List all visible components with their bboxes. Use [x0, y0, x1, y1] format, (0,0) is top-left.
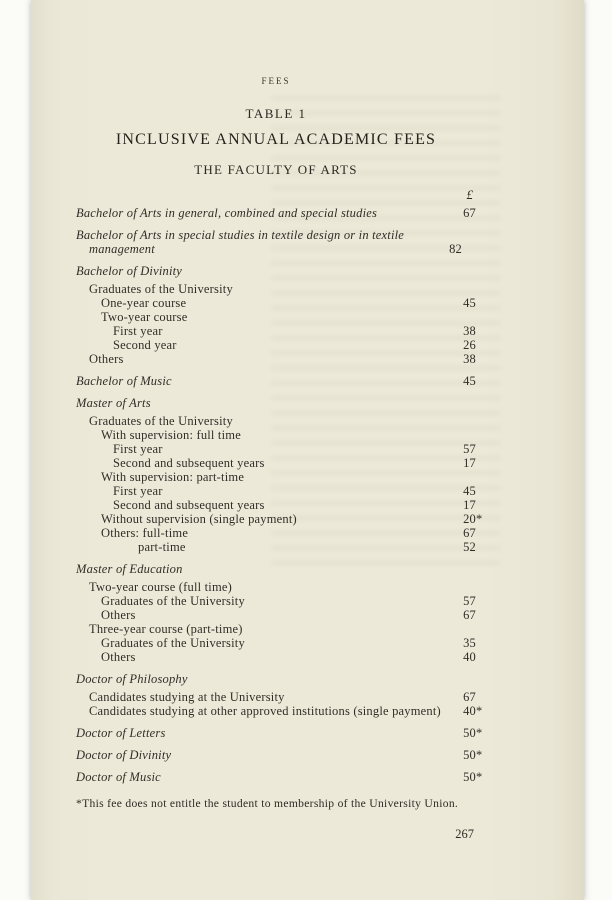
fee-row — [76, 396, 476, 410]
fee-row-amount — [442, 636, 476, 650]
fee-row-amount — [442, 540, 476, 554]
fee-amount-number: 38 — [463, 352, 476, 366]
fee-row-label: Graduates of the University — [89, 282, 233, 296]
fee-row-amount — [442, 498, 476, 512]
fee-row-label: part-time — [138, 540, 186, 554]
fee-row-amount — [442, 352, 476, 366]
fee-row-label: Others — [89, 352, 124, 366]
fee-amount-number: 50 — [463, 748, 476, 762]
fee-row — [76, 228, 476, 256]
fee-row — [76, 622, 476, 636]
fee-row-label: Master of Education — [76, 562, 183, 576]
fee-row — [76, 414, 476, 428]
fee-row-label: Candidates studying at other approved institutions (single payment) — [89, 704, 441, 718]
fee-row — [76, 282, 476, 296]
fee-row — [76, 442, 476, 456]
fee-row-amount — [442, 374, 476, 388]
fee-row-label: First year — [113, 442, 163, 456]
fee-row-amount — [442, 608, 476, 622]
fee-row-label: Candidates studying at the University — [89, 690, 285, 704]
footnote: *This fee does not entitle the student to membership of the University Union. — [76, 797, 459, 810]
fee-row — [76, 428, 476, 442]
fee-row — [76, 526, 476, 540]
fee-amount-number: 57 — [463, 442, 476, 456]
fee-row-amount — [442, 690, 476, 704]
fee-amount-number: 82 — [449, 242, 462, 256]
fee-row-amount — [442, 442, 476, 456]
fee-amount-number: 50 — [463, 770, 476, 784]
fee-row — [76, 690, 476, 704]
fee-row-amount — [442, 770, 483, 784]
fee-row-label: Second year — [113, 338, 177, 352]
fee-row-label: Three-year course (part-time) — [89, 622, 243, 636]
fee-row — [76, 470, 476, 484]
page-number: 267 — [455, 827, 474, 841]
fee-row-label: Graduates of the University — [101, 594, 245, 608]
fee-amount-number: 57 — [463, 594, 476, 608]
fee-row-label: Second and subsequent years — [113, 498, 265, 512]
fee-row — [76, 704, 483, 718]
fee-row — [76, 264, 476, 278]
fee-row-amount — [442, 704, 483, 718]
fee-row-label: Second and subsequent years — [113, 456, 265, 470]
fee-row-label: With supervision: part-time — [101, 470, 245, 484]
fee-row-amount — [442, 324, 476, 338]
fee-amount-number: 17 — [463, 498, 476, 512]
fee-row-amount — [442, 296, 476, 310]
fee-amount-number: 52 — [463, 540, 476, 554]
page-title: INCLUSIVE ANNUAL ACADEMIC FEES — [115, 131, 437, 148]
fee-row-label: Doctor of Music — [76, 770, 161, 784]
fee-row-label: Bachelor of Arts in general, combined and special studies — [76, 206, 378, 220]
fee-amount-number: 40 — [463, 650, 476, 664]
fee-row-label: Master of Arts — [76, 396, 151, 410]
fee-row — [76, 484, 476, 498]
fee-amount-number: 40 — [463, 704, 476, 718]
fee-asterisk-marker: * — [476, 726, 483, 740]
fee-row-amount — [442, 456, 476, 470]
fee-row-label: Graduates of the University — [89, 414, 233, 428]
fee-row-amount — [442, 726, 483, 740]
fee-row — [76, 352, 476, 366]
fee-amount-number: 67 — [463, 526, 476, 540]
fee-row — [76, 726, 483, 740]
fee-row-label: Bachelor of Divinity — [76, 264, 183, 278]
fee-amount-number: 67 — [463, 690, 476, 704]
currency-header-row — [76, 187, 476, 203]
fee-row — [76, 650, 476, 664]
fee-amount-number: 50 — [463, 726, 476, 740]
fee-row — [76, 310, 476, 324]
fee-row — [76, 338, 476, 352]
fee-row-label: Two-year course (full time) — [89, 580, 233, 594]
fee-amount-number: 38 — [463, 324, 476, 338]
fee-row-label: Without supervision (single payment) — [101, 512, 297, 526]
fee-row — [76, 636, 476, 650]
section-subtitle: THE FACULTY OF ARTS — [194, 162, 358, 177]
fee-row-amount — [442, 206, 476, 220]
fee-row — [76, 748, 483, 762]
fee-row — [76, 540, 476, 554]
fee-row — [76, 672, 476, 686]
fee-asterisk-marker: * — [476, 770, 483, 784]
fee-row — [76, 456, 476, 470]
fee-amount-number: 17 — [463, 456, 476, 470]
running-head: FEES — [261, 76, 291, 86]
table-label: TABLE 1 — [245, 106, 307, 121]
fee-amount-number: 26 — [463, 338, 476, 352]
fee-asterisk-marker: * — [476, 748, 483, 762]
fee-row — [76, 324, 476, 338]
fee-row — [76, 206, 476, 220]
fee-row-label: Doctor of Philosophy — [76, 672, 188, 686]
fee-row — [76, 374, 476, 388]
book-page — [31, 0, 584, 900]
page-content — [76, 0, 483, 900]
fee-amount-number: 45 — [463, 296, 476, 310]
fee-row — [76, 498, 476, 512]
fee-row-amount — [428, 242, 462, 256]
fee-row-amount — [442, 484, 476, 498]
fee-asterisk-marker: * — [476, 512, 483, 526]
fee-row-amount — [442, 650, 476, 664]
fee-table — [76, 206, 483, 784]
fee-row-label: Others — [101, 608, 136, 622]
fee-row-label: Two-year course — [101, 310, 188, 324]
fee-row-label: One-year course — [101, 296, 187, 310]
fee-row — [76, 296, 476, 310]
fee-row-label: Others — [101, 650, 136, 664]
fee-row-label: Bachelor of Music — [76, 374, 172, 388]
fee-row-amount — [442, 594, 476, 608]
currency-symbol-header: £ — [466, 187, 473, 202]
fee-row-label: Graduates of the University — [101, 636, 245, 650]
fee-row-label: First year — [113, 324, 163, 338]
fee-asterisk-marker: * — [476, 704, 483, 718]
fee-amount-number: 45 — [463, 484, 476, 498]
fee-amount-number: 45 — [463, 374, 476, 388]
fee-row-amount — [442, 338, 476, 352]
fee-amount-number: 35 — [463, 636, 476, 650]
fee-amount-number: 67 — [463, 608, 476, 622]
fee-row-label: Doctor of Letters — [76, 726, 166, 740]
fee-row — [76, 580, 476, 594]
fee-row — [76, 512, 483, 526]
fee-amount-number: 20 — [463, 512, 476, 526]
fee-row-label: Others: full-time — [101, 526, 189, 540]
fee-row-label: Doctor of Divinity — [76, 748, 172, 762]
fee-row — [76, 770, 483, 784]
fee-row — [76, 608, 476, 622]
fee-row — [76, 594, 476, 608]
fee-row-amount — [442, 512, 483, 526]
fee-row — [76, 562, 476, 576]
fee-amount-number: 67 — [463, 206, 476, 220]
fee-row-label: First year — [113, 484, 163, 498]
fee-row-amount — [442, 526, 476, 540]
fee-row-amount — [442, 748, 483, 762]
fee-row-label: Bachelor of Arts in special studies in textile design or in textile management — [76, 228, 405, 256]
fee-row-label: With supervision: full time — [101, 428, 241, 442]
